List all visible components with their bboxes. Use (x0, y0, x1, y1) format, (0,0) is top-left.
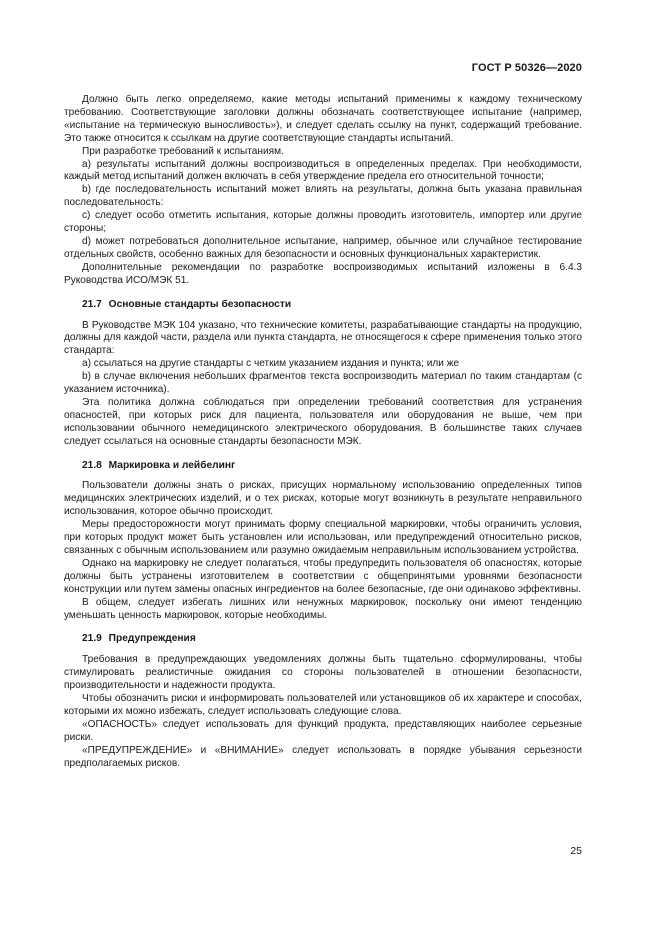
section-number: 21.9 (82, 633, 102, 645)
section-title: Маркировка и лейбелинг (108, 459, 236, 471)
section-heading-21-8 (64, 460, 582, 473)
paragraph: Пользователи должны знать о рисках, присущих нормальному использованию определенных типов медицинских электрических изделий, и о тех рисках, которые могут возникнуть в результате неправильного использования, которое обычно происходит. (64, 480, 582, 518)
section-number: 21.7 (82, 298, 102, 310)
paragraph: Должно быть легко определяемо, какие методы испытаний применимы к каждому техническому требованию. Соответствующие заголовки должны обозначать соответствующее испытание (например, «испытание на термическую выносливость»), и следует сделать ссылку на пункт, содержащий требование. Это также относится к ссылкам на другие соответствующие стандарты испытаний. (64, 94, 582, 144)
section-title: Основные стандарты безопасности (108, 298, 292, 310)
paragraph: В Руководстве МЭК 104 указано, что технические комитеты, разрабатывающие стандарты на продукцию, должны для каждой части, раздела или пункта стандарта, не относящегося к сфере применения только этого стандарта: (64, 319, 582, 357)
paragraph: Меры предосторожности могут принимать форму специальной маркировки, чтобы ограничить условия, при которых продукт может быть установлен или использован, или предупреждений относительно рисков, связанных с обычным использованием или разумно ожидаемым неправильным использованием устройства. (64, 519, 582, 556)
paragraph: «ОПАСНОСТЬ» следует использовать для функций продукта, представляющих наиболее серьезные риски. (64, 718, 582, 743)
paragraph: Требования в предупреждающих уведомлениях должны быть тщательно сформулированы, чтобы стимулировать реалистичные ожидания со стороны пользователей в отношении безопасности, производительности и надежности продукта. (64, 654, 582, 692)
paragraph: В общем, следует избегать лишних или ненужных маркировок, поскольку они имеют тенденцию уменьшать ценность маркировок, которые необходимы. (64, 596, 582, 621)
paragraph: При разработке требований к испытаниям. (82, 145, 284, 157)
paragraph: «ПРЕДУПРЕЖДЕНИЕ» и «ВНИМАНИЕ» следует использовать в порядке убывания серьезности предполагаемых рисков. (64, 744, 582, 769)
list-item-a: a) ссылаться на другие стандарты с четким указанием издания и пункта; или же (82, 358, 460, 370)
list-item-c: c) следует особо отметить испытания, которые должны проводить изготовитель, импортер или другие стороны; (64, 210, 582, 235)
paragraph: Дополнительные рекомендации по разработке воспроизводимых испытаний изложены в 6.4.3 Руководства ИСО/МЭК 51. (64, 261, 582, 286)
section-heading-21-7 (64, 299, 582, 312)
section-number: 21.8 (82, 459, 102, 471)
list-item-a: a) результаты испытаний должны воспроизводиться в определенных пределах. При необходимости, каждый метод испытаний должен включать в себя утверждение предела его относительной точности; (64, 158, 582, 183)
page-content (64, 94, 582, 771)
paragraph: Эта политика должна соблюдаться при определении требований соответствия для устранения опасностей, при которых риск для пациента, пользователя или оборудования не выше, чем при использовании обычного немедицинского электрического оборудования. В большинстве таких случаев следует ссылаться на основные стандарты безопасности МЭК. (64, 396, 582, 447)
document-id-header: ГОСТ Р 50326—2020 (471, 62, 582, 74)
list-item-d: d) может потребоваться дополнительное испытание, например, обычное или случайное тестирование отдельных свойств, особенно важных для безопасности и основных функциональных характеристик. (64, 235, 582, 260)
list-item-b: b) в случае включения небольших фрагментов текста воспроизводить материал по таким стандартам (с указанием источника). (64, 371, 582, 396)
paragraph: Чтобы обозначить риски и информировать пользователей или установщиков об их характере и способах, которыми их можно избежать, следует использовать следующие слова. (64, 693, 582, 717)
page-number: 25 (570, 845, 582, 857)
paragraph: Однако на маркировку не следует полагаться, чтобы предупредить пользователя об опасностях, которые должны быть устранены изготовителем в соответствии с общепринятыми уровнями безопасности конструкции или путем замены опасных ингредиентов на более безопасные, где они одинаково эффективны. (64, 557, 582, 595)
section-heading-21-9 (64, 633, 582, 646)
list-item-b: b) где последовательность испытаний может влиять на результаты, должна быть указана правильная последовательность: (64, 184, 582, 209)
section-title: Предупреждения (108, 633, 196, 645)
